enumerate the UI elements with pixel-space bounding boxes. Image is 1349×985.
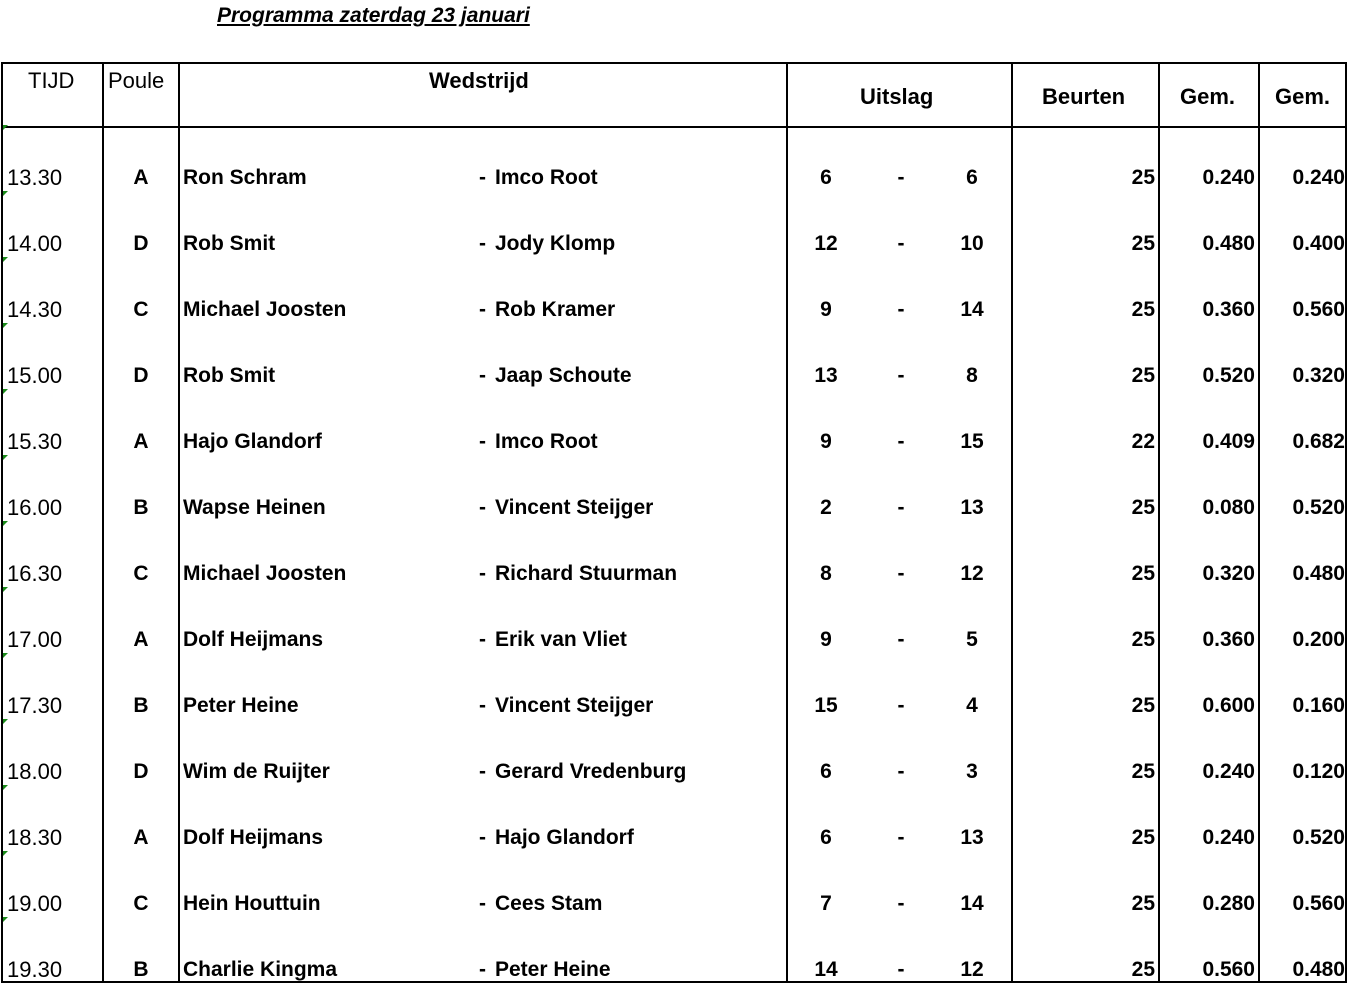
cell-score-1: 6 <box>820 826 832 849</box>
cell-score-dash: - <box>897 166 905 189</box>
cell-poule: A <box>133 826 149 849</box>
cell-dash: - <box>479 826 486 849</box>
cell-player-2: Cees Stam <box>495 892 603 915</box>
cell-time: 17.00 <box>7 627 63 652</box>
cell-player-1: Wim de Ruijter <box>183 760 330 783</box>
cell-player-2: Jaap Schoute <box>495 364 632 387</box>
column-divider <box>786 64 788 981</box>
cell-player-1: Charlie Kingma <box>183 958 338 981</box>
cell-player-1: Ron Schram <box>183 166 307 189</box>
cell-poule: B <box>133 694 149 717</box>
cell-score-dash: - <box>897 760 905 783</box>
cell-player-1: Wapse Heinen <box>183 496 326 519</box>
cell-score-dash: - <box>897 298 905 321</box>
cell-player-1: Michael Joosten <box>183 298 347 321</box>
header-tijd: TIJD <box>28 68 75 93</box>
cell-gem-1: 0.600 <box>1202 694 1255 717</box>
cell-gem-2: 0.240 <box>1292 166 1345 189</box>
cell-dash: - <box>479 298 486 321</box>
cell-poule: A <box>133 430 149 453</box>
cell-player-2: Erik van Vliet <box>495 628 627 651</box>
header-gem-1: Gem. <box>1180 84 1236 109</box>
cell-player-2: Jody Klomp <box>495 232 616 255</box>
cell-marker-icon <box>3 257 8 262</box>
cell-score-dash: - <box>897 892 905 915</box>
cell-player-2: Vincent Steijger <box>495 694 654 717</box>
cell-gem-2: 0.560 <box>1292 298 1345 321</box>
cell-gem-2: 0.400 <box>1292 232 1345 255</box>
cell-time: 13.30 <box>7 165 63 190</box>
cell-player-2: Vincent Steijger <box>495 496 654 519</box>
cell-marker-icon <box>3 653 8 658</box>
cell-beurten: 25 <box>1131 958 1155 981</box>
cell-score-1: 12 <box>814 232 838 255</box>
cell-score-2: 13 <box>960 496 984 519</box>
cell-gem-2: 0.560 <box>1292 892 1345 915</box>
cell-score-2: 12 <box>960 562 984 585</box>
cell-score-1: 7 <box>820 892 832 915</box>
cell-player-2: Peter Heine <box>495 958 611 981</box>
cell-score-2: 4 <box>966 694 978 717</box>
cell-gem-2: 0.480 <box>1292 958 1345 981</box>
cell-gem-2: 0.320 <box>1292 364 1345 387</box>
cell-time: 18.30 <box>7 825 63 850</box>
cell-score-1: 9 <box>820 430 832 453</box>
cell-gem-1: 0.240 <box>1202 826 1255 849</box>
cell-poule: D <box>133 364 149 387</box>
cell-dash: - <box>479 760 486 783</box>
cell-beurten: 25 <box>1131 232 1155 255</box>
cell-dash: - <box>479 496 486 519</box>
cell-marker-icon <box>3 389 8 394</box>
cell-score-dash: - <box>897 826 905 849</box>
cell-dash: - <box>479 694 486 717</box>
cell-beurten: 25 <box>1131 694 1155 717</box>
cell-score-dash: - <box>897 430 905 453</box>
cell-beurten: 25 <box>1131 496 1155 519</box>
cell-player-1: Dolf Heijmans <box>183 628 324 651</box>
cell-gem-2: 0.480 <box>1292 562 1345 585</box>
cell-gem-1: 0.360 <box>1202 628 1255 651</box>
cell-gem-1: 0.520 <box>1202 364 1255 387</box>
cell-score-1: 8 <box>820 562 832 585</box>
cell-player-1: Michael Joosten <box>183 562 347 585</box>
cell-poule: C <box>133 298 149 321</box>
cell-time: 18.00 <box>7 759 63 784</box>
cell-score-1: 9 <box>820 298 832 321</box>
cell-dash: - <box>479 232 486 255</box>
cell-marker-icon <box>3 719 8 724</box>
cell-score-dash: - <box>897 628 905 651</box>
cell-score-2: 14 <box>960 298 984 321</box>
cell-dash: - <box>479 166 486 189</box>
cell-score-2: 13 <box>960 826 984 849</box>
cell-dash: - <box>479 562 486 585</box>
cell-poule: B <box>133 496 149 519</box>
cell-marker-icon <box>3 521 8 526</box>
cell-dash: - <box>479 958 486 981</box>
column-divider <box>178 64 180 981</box>
cell-marker-icon <box>3 917 8 922</box>
cell-poule: C <box>133 892 149 915</box>
cell-gem-2: 0.200 <box>1292 628 1345 651</box>
cell-gem-1: 0.320 <box>1202 562 1255 585</box>
cell-time: 16.30 <box>7 561 63 586</box>
cell-score-2: 3 <box>966 760 978 783</box>
header-beurten: Beurten <box>1042 84 1126 109</box>
header-uitslag: Uitslag <box>860 84 934 109</box>
cell-marker-icon <box>3 785 8 790</box>
cell-gem-1: 0.360 <box>1202 298 1255 321</box>
header-poule: Poule <box>108 68 165 93</box>
cell-time: 16.00 <box>7 495 63 520</box>
schedule-table <box>1 62 1347 983</box>
cell-player-2: Richard Stuurman <box>495 562 678 585</box>
cell-score-dash: - <box>897 496 905 519</box>
cell-player-1: Hajo Glandorf <box>183 430 322 453</box>
cell-time: 15.30 <box>7 429 63 454</box>
cell-dash: - <box>479 892 486 915</box>
cell-beurten: 25 <box>1131 760 1155 783</box>
cell-player-2: Rob Kramer <box>495 298 616 321</box>
cell-score-dash: - <box>897 694 905 717</box>
cell-score-2: 10 <box>960 232 984 255</box>
cell-marker-icon <box>3 191 8 196</box>
cell-gem-1: 0.240 <box>1202 760 1255 783</box>
cell-beurten: 25 <box>1131 628 1155 651</box>
cell-score-dash: - <box>897 562 905 585</box>
cell-gem-1: 0.280 <box>1202 892 1255 915</box>
cell-player-1: Rob Smit <box>183 364 276 387</box>
cell-player-1: Hein Houttuin <box>183 892 321 915</box>
cell-poule: A <box>133 628 149 651</box>
header-wedstrijd: Wedstrijd <box>429 68 529 93</box>
cell-score-2: 6 <box>966 166 978 189</box>
cell-poule: D <box>133 760 149 783</box>
cell-dash: - <box>479 628 486 651</box>
cell-beurten: 25 <box>1131 562 1155 585</box>
cell-player-2: Hajo Glandorf <box>495 826 634 849</box>
cell-poule: D <box>133 232 149 255</box>
cell-gem-2: 0.520 <box>1292 826 1345 849</box>
cell-score-1: 6 <box>820 760 832 783</box>
cell-poule: B <box>133 958 149 981</box>
cell-beurten: 25 <box>1131 826 1155 849</box>
cell-beurten: 25 <box>1131 892 1155 915</box>
cell-time: 14.00 <box>7 231 63 256</box>
cell-time: 17.30 <box>7 693 63 718</box>
cell-marker-icon <box>3 851 8 856</box>
header-gem-2: Gem. <box>1275 84 1331 109</box>
cell-marker-icon <box>3 587 8 592</box>
cell-score-1: 13 <box>814 364 838 387</box>
cell-score-2: 12 <box>960 958 984 981</box>
cell-gem-2: 0.160 <box>1292 694 1345 717</box>
cell-time: 15.00 <box>7 363 63 388</box>
cell-dash: - <box>479 364 486 387</box>
cell-dash: - <box>479 430 486 453</box>
cell-time: 19.30 <box>7 957 63 982</box>
cell-marker-icon <box>3 323 8 328</box>
cell-player-2: Imco Root <box>495 430 598 453</box>
cell-gem-1: 0.560 <box>1202 958 1255 981</box>
cell-score-dash: - <box>897 364 905 387</box>
cell-time: 14.30 <box>7 297 63 322</box>
cell-score-2: 14 <box>960 892 984 915</box>
cell-player-1: Rob Smit <box>183 232 276 255</box>
cell-time: 19.00 <box>7 891 63 916</box>
cell-player-1: Dolf Heijmans <box>183 826 324 849</box>
cell-player-1: Peter Heine <box>183 694 299 717</box>
cell-gem-2: 0.682 <box>1292 430 1345 453</box>
cell-score-1: 6 <box>820 166 832 189</box>
cell-score-dash: - <box>897 958 905 981</box>
cell-marker-icon <box>3 455 8 460</box>
cell-gem-1: 0.240 <box>1202 166 1255 189</box>
cell-gem-1: 0.080 <box>1202 496 1255 519</box>
cell-poule: C <box>133 562 149 585</box>
cell-score-1: 15 <box>814 694 838 717</box>
cell-beurten: 25 <box>1131 166 1155 189</box>
cell-gem-2: 0.520 <box>1292 496 1345 519</box>
cell-score-1: 2 <box>820 496 832 519</box>
header-divider <box>3 126 1345 128</box>
cell-player-2: Imco Root <box>495 166 598 189</box>
cell-score-2: 5 <box>966 628 978 651</box>
cell-beurten: 22 <box>1131 430 1155 453</box>
page-title: Programma zaterdag 23 januari <box>217 4 530 27</box>
cell-beurten: 25 <box>1131 298 1155 321</box>
cell-poule: A <box>133 166 149 189</box>
cell-score-dash: - <box>897 232 905 255</box>
cell-gem-1: 0.409 <box>1202 430 1255 453</box>
cell-marker-icon <box>3 125 8 130</box>
cell-score-2: 15 <box>960 430 984 453</box>
cell-player-2: Gerard Vredenburg <box>495 760 687 783</box>
cell-beurten: 25 <box>1131 364 1155 387</box>
cell-gem-1: 0.480 <box>1202 232 1255 255</box>
cell-score-1: 14 <box>814 958 838 981</box>
cell-score-2: 8 <box>966 364 978 387</box>
cell-score-1: 9 <box>820 628 832 651</box>
cell-gem-2: 0.120 <box>1292 760 1345 783</box>
